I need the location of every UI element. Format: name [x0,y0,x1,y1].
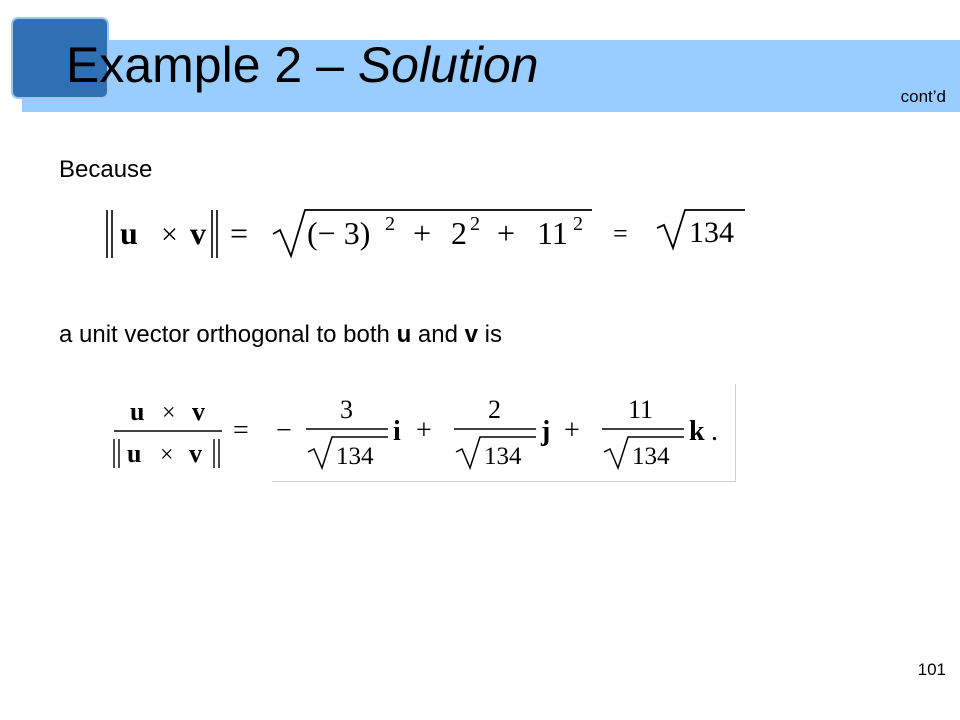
plus-sign: + [497,215,516,251]
period: . [711,416,718,447]
slide-title [66,38,539,93]
radicand-term-b: 2 [451,215,467,251]
radicand-term-a: (− 3) [307,215,371,251]
vector-v: v [190,215,206,251]
sentence-u: u [396,321,412,348]
sentence-and: and [411,321,465,348]
unit-i: i [393,416,401,447]
denominator-u: u [127,439,142,468]
equals-sign: = [613,219,628,248]
equals-sign: = [230,215,249,251]
page-number: 101 [917,660,946,679]
numerator-2: 2 [488,395,501,424]
because-text: Because [59,156,153,183]
radicand-term-c: 11 [537,215,568,251]
denominator-1: 134 [336,443,374,470]
vector-u: u [120,215,138,251]
numerator-times: × [162,400,176,426]
continued-label: cont’d [900,87,946,106]
minus-sign: − [276,415,292,446]
denominator-v: v [189,439,202,468]
result-radicand: 134 [689,216,734,249]
times-symbol: × [161,218,178,251]
denominator-3: 134 [632,443,670,470]
unit-j: j [541,416,551,447]
numerator-3: 11 [628,395,654,424]
plus-sign: + [413,215,432,251]
equals-sign: = [233,415,249,446]
title-italic: Solution [357,37,539,93]
denominator-times: × [160,442,174,468]
cross-product-norm-equation [95,198,765,268]
plus-sign: + [564,415,580,446]
plus-sign: + [416,415,432,446]
title-main: Example 2 – [66,37,358,93]
denominator-2: 134 [484,443,522,470]
sentence-suffix: is [477,321,502,348]
unit-vector-equation [100,384,760,484]
unit-vector-sentence [59,321,502,349]
exponent-b: 2 [470,213,480,235]
numerator-u: u [130,397,145,426]
sentence-prefix: a unit vector orthogonal to both [59,321,397,348]
numerator-1: 3 [340,395,353,424]
exponent-a: 2 [385,213,395,235]
unit-k: k [689,416,705,447]
numerator-v: v [192,397,205,426]
exponent-c: 2 [573,213,583,235]
sentence-v: v [464,321,478,348]
